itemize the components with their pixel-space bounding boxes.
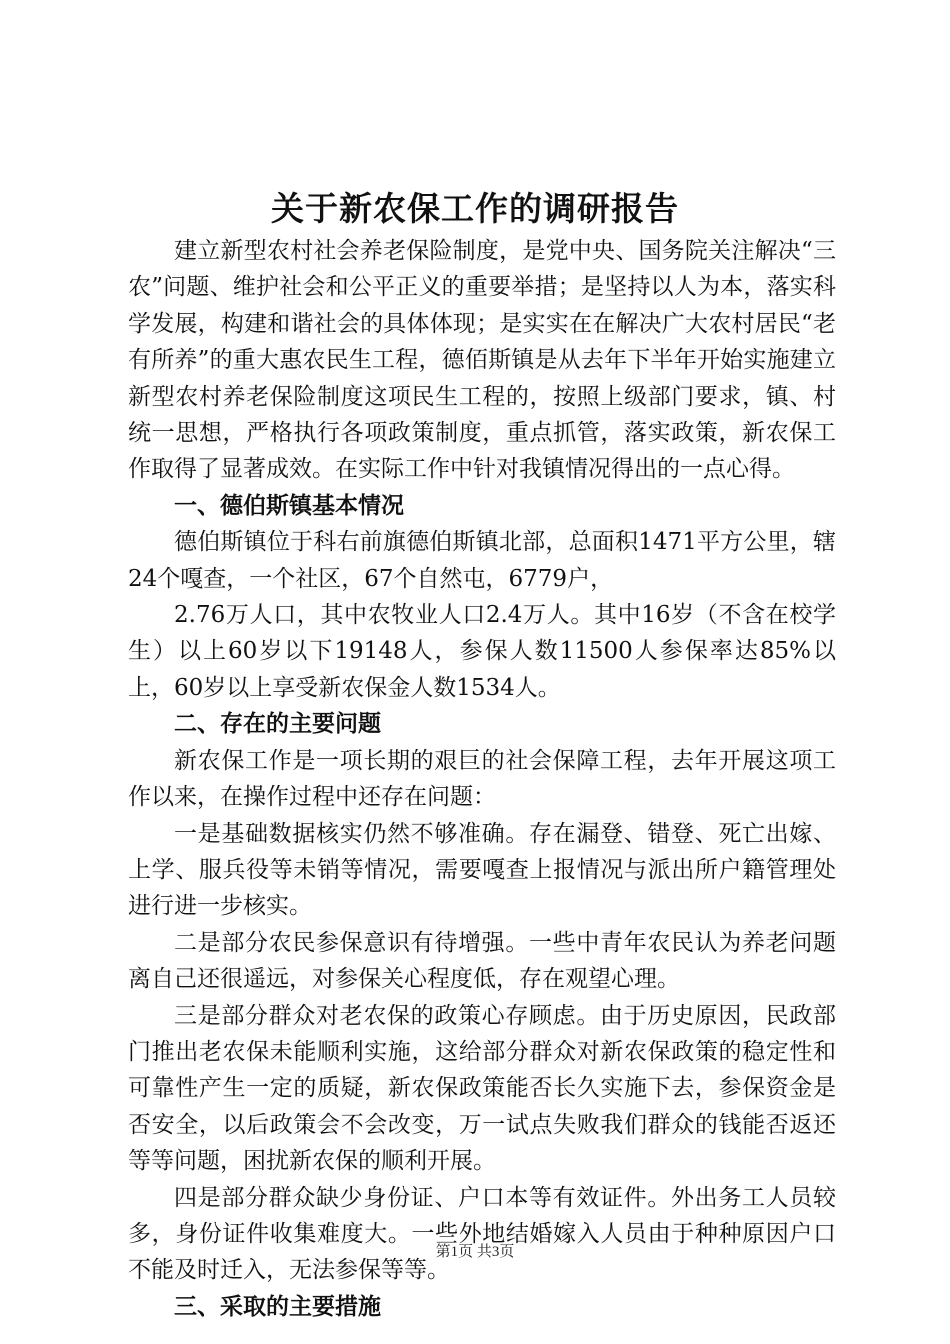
document-title: 关于新农保工作的调研报告: [271, 189, 679, 228]
document-body: [128, 233, 836, 1325]
section-heading-basic-info: 一、德伯斯镇基本情况: [174, 492, 404, 519]
paragraph: 新农保工作是一项长期的艰巨的社会保障工程，去年开展这项工作以来，在操作过程中还存在问题：: [128, 747, 836, 811]
paragraph: 三是部分群众对老农保的政策心存顾虑。由于历史原因，民政部门推出老农保未能顺利实施，这给部分群众对新农保政策的稳定性和可靠性产生一定的质疑，新农保政策能否长久实施下去，参保资金是否安全，以后政策会不会改变，万一试点失败我们群众的钱能否返还等等问题，困扰新农保的顺利开展。: [128, 1002, 836, 1175]
section-heading-problems: 二、存在的主要问题: [174, 711, 381, 738]
intro-paragraph: 建立新型农村社会养老保险制度，是党中央、国务院关注解决“三农”问题、维护社会和公平正义的重要举措；是坚持以人为本，落实科学发展，构建和谐社会的具体体现；是实实在在解决广大农村居民“老有所养”的重大惠农民生工程，德佰斯镇是从去年下半年开始实施建立新型农村养老保险制度这项民生工程的，按照上级部门要求，镇、村统一思想，严格执行各项政策制度，重点抓管，落实政策，新农保工作取得了显著成效。在实际工作中针对我镇情况得出的一点心得。: [128, 238, 836, 483]
page-number: 第1页 共3页: [435, 1244, 515, 1260]
paragraph: 德伯斯镇位于科右前旗德伯斯镇北部，总面积1471平方公里，辖24个嘎查，一个社区，67个自然屯，6779户，: [128, 529, 836, 592]
section-heading-measures: 三、采取的主要措施: [174, 1293, 381, 1320]
paragraph: 四是部分群众缺少身份证、户口本等有效证件。外出务工人员较多，身份证件收集难度大。一些外地结婚嫁入人员由于种种原因户口不能及时迁入，无法参保等等。: [128, 1184, 836, 1284]
paragraph: 2.76万人口，其中农牧业人口2.4万人。其中16岁（不含在校学生）以上60岁以下19148人，参保人数11500人参保率达85%以上，60岁以上享受新农保金人数1534人。: [128, 602, 836, 701]
paragraph: 二是部分农民参保意识有待增强。一些中青年农民认为养老问题离自己还很遥远，对参保关心程度低，存在观望心理。: [128, 929, 836, 993]
paragraph: 一是基础数据核实仍然不够准确。存在漏登、错登、死亡出嫁、上学、服兵役等未销等情况，需要嘎查上报情况与派出所户籍管理处进行进一步核实。: [128, 820, 836, 920]
